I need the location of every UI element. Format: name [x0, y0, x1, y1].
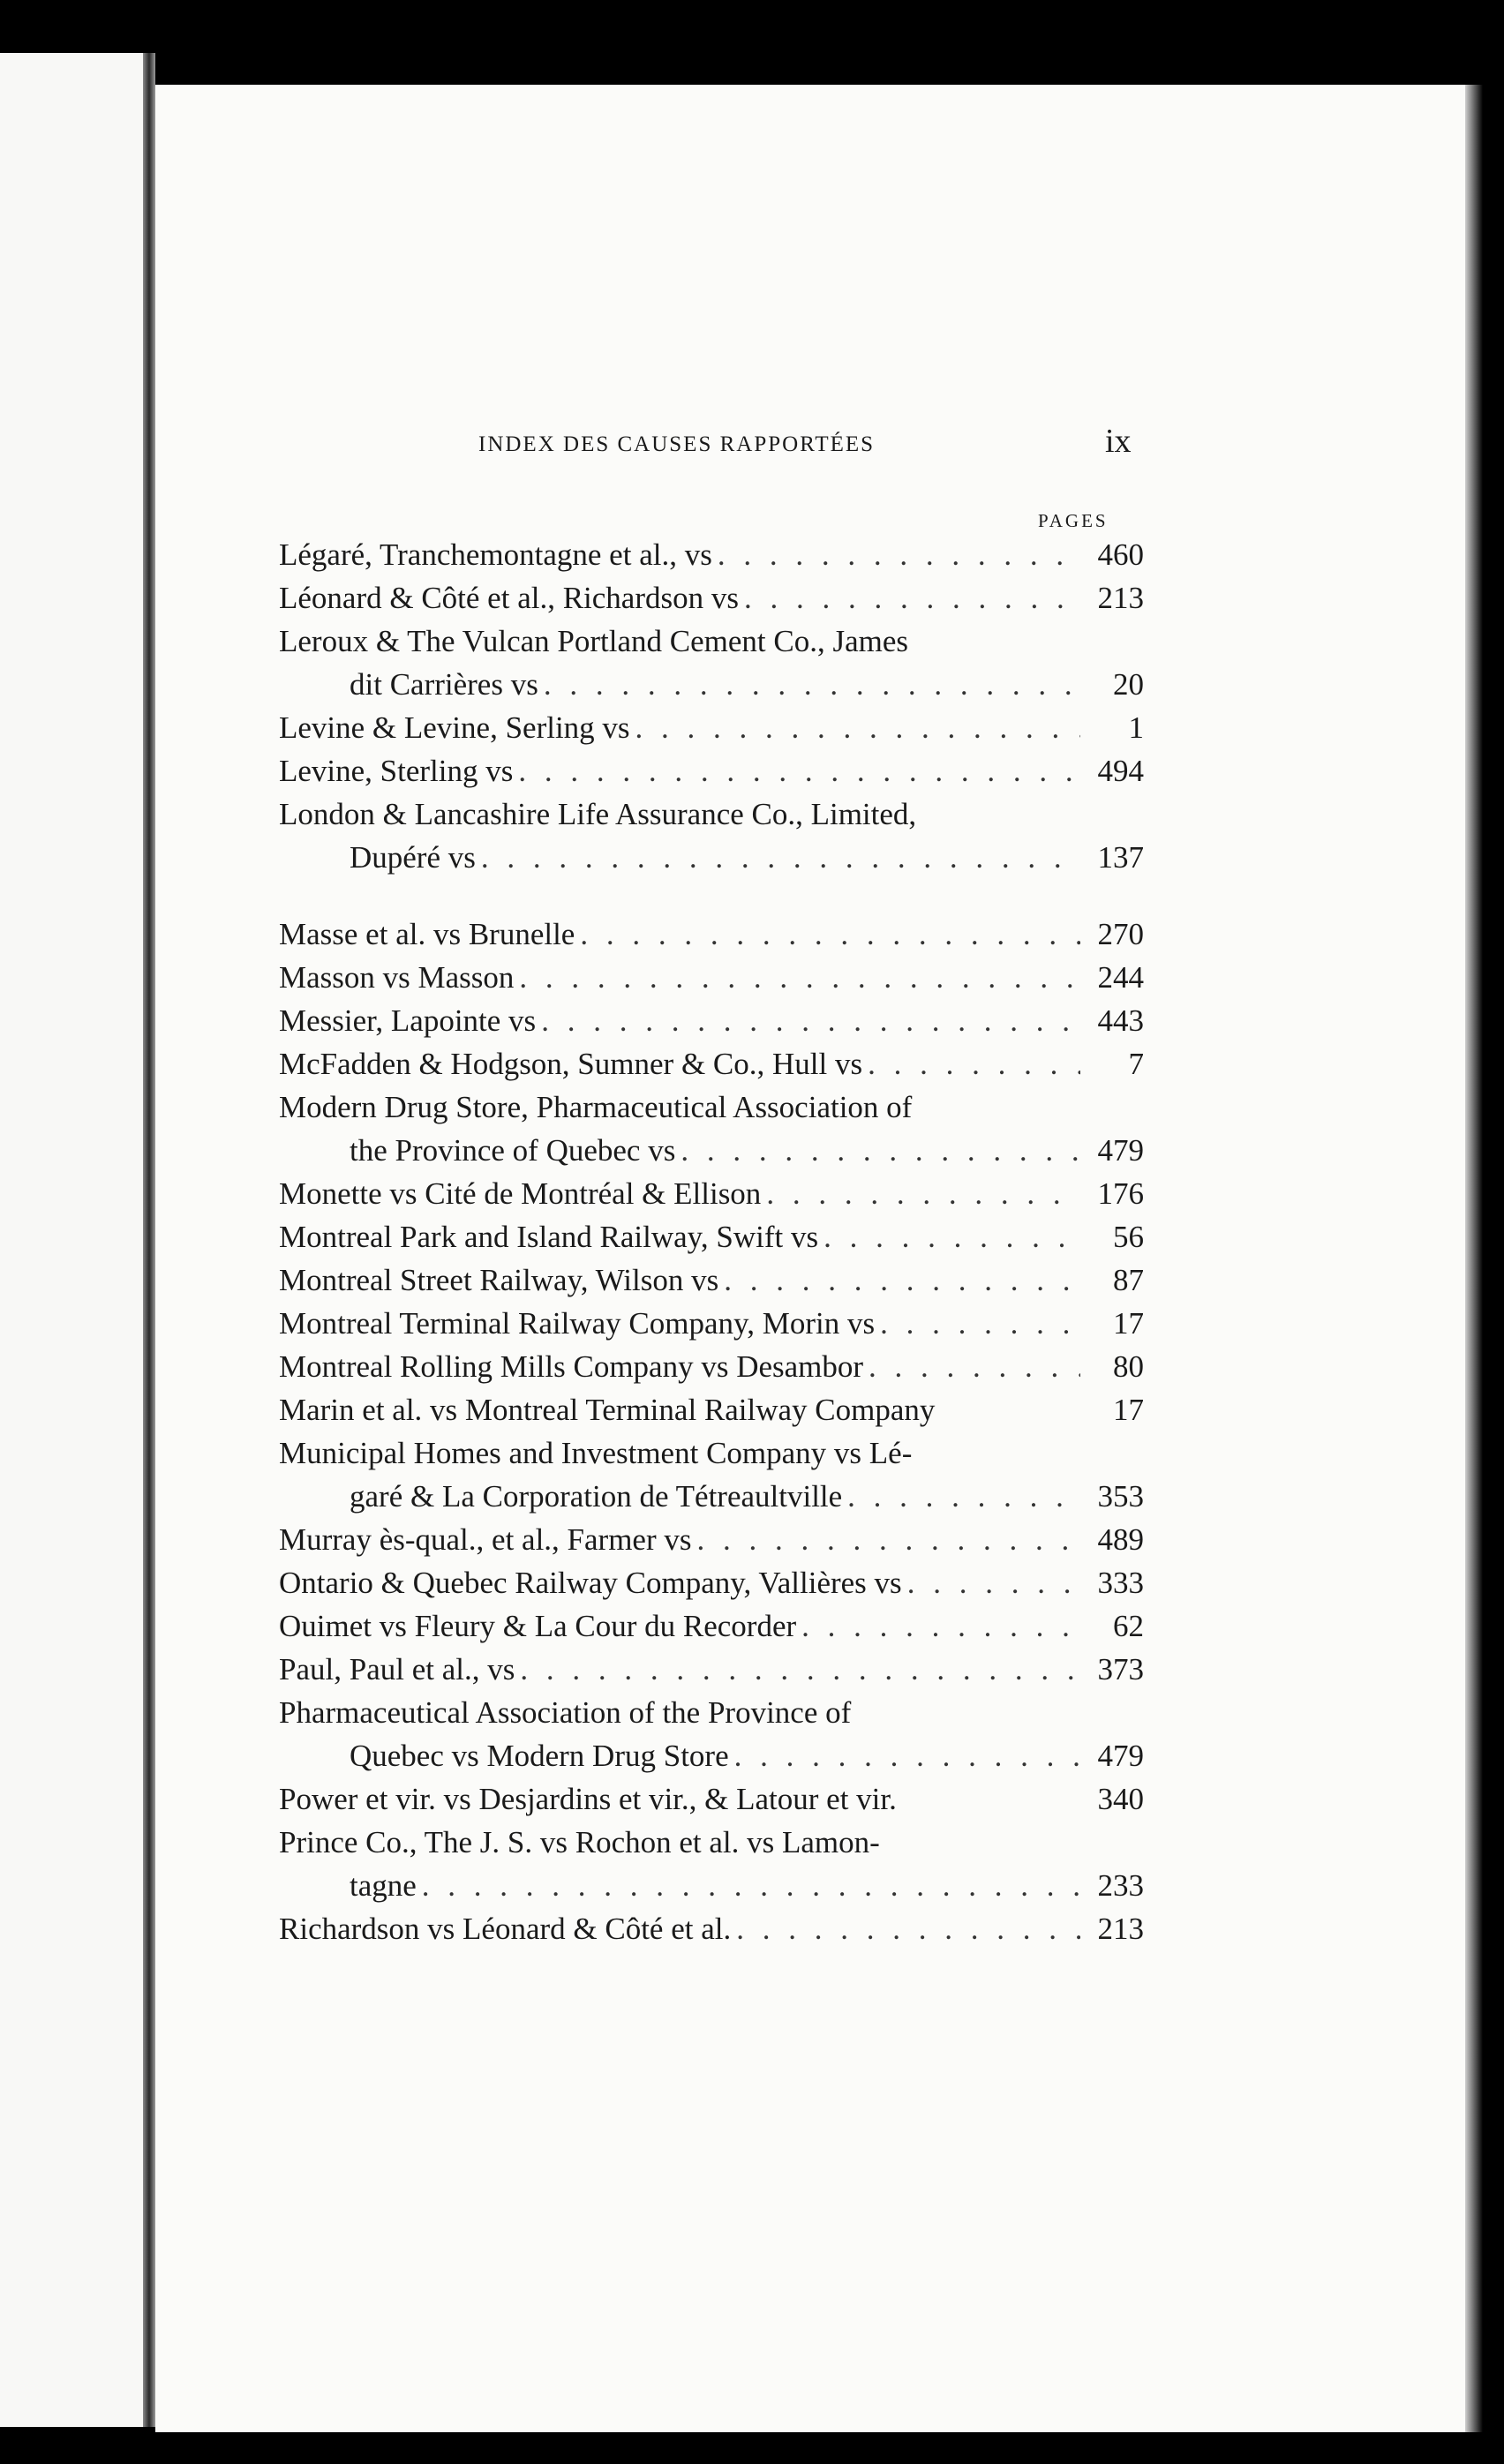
- dot-leader: [736, 1907, 1080, 1950]
- entry-line: [279, 1431, 1144, 1475]
- entry-text: garé & La Corporation de Tétreaultville: [350, 1479, 843, 1514]
- entry-text: Ouimet vs Fleury & La Cour du Recorder: [279, 1609, 797, 1643]
- entry-line: [279, 1345, 1144, 1388]
- entry-line: [279, 576, 1144, 620]
- page-number: 479: [1097, 1133, 1144, 1168]
- entry-line: [279, 956, 1144, 999]
- entry-text: Masse et al. vs Brunelle: [279, 917, 575, 951]
- page-edge-shadow: [1465, 85, 1483, 2432]
- entry-line: [279, 793, 1144, 836]
- page-number: 244: [1097, 960, 1144, 995]
- page-number: 80: [1113, 1349, 1144, 1384]
- index-entry: [279, 620, 1144, 706]
- page-number: 176: [1097, 1176, 1144, 1211]
- entry-continuation-line: [279, 1475, 1144, 1518]
- entry-line: [279, 1302, 1144, 1345]
- entry-text: Richardson vs Léonard & Côté et al.: [279, 1912, 732, 1946]
- index-entry: [279, 1345, 1144, 1388]
- entry-text: London & Lancashire Life Assurance Co., Limited,: [279, 797, 917, 831]
- index-entry: [279, 1604, 1144, 1648]
- entry-line: [279, 1215, 1144, 1258]
- entry-line: [279, 1604, 1144, 1648]
- entry-line: [279, 1172, 1144, 1215]
- index-entry: [279, 913, 1144, 956]
- index-entry: [279, 1821, 1144, 1907]
- entry-continuation-line: [279, 1129, 1144, 1172]
- entry-text: Levine, Sterling vs: [279, 754, 514, 788]
- index-entry: [279, 1691, 1144, 1777]
- entry-text: Messier, Lapointe vs: [279, 1003, 537, 1038]
- dot-leader: [520, 1648, 1080, 1691]
- dot-leader: [681, 1129, 1080, 1172]
- entry-text: tagne: [350, 1868, 417, 1903]
- index-entry: [279, 1907, 1144, 1950]
- section-gap: [279, 879, 1144, 913]
- dot-leader: [744, 576, 1080, 620]
- index-entry: [279, 999, 1144, 1042]
- dot-leader: [823, 1215, 1080, 1258]
- entry-text: Paul, Paul et al., vs: [279, 1652, 515, 1686]
- entry-text: Ontario & Quebec Railway Company, Vallières vs: [279, 1566, 902, 1600]
- dot-leader: [734, 1734, 1080, 1777]
- entry-line: [279, 1258, 1144, 1302]
- dot-leader: [481, 836, 1080, 879]
- dot-leader: [580, 913, 1080, 956]
- entry-line: [279, 1388, 1144, 1431]
- index-entry: [279, 793, 1144, 879]
- index-entry: [279, 956, 1144, 999]
- index-entry: [279, 1172, 1144, 1215]
- dot-leader: [718, 533, 1080, 576]
- entry-line: [279, 1691, 1144, 1734]
- entry-text: Marin et al. vs Montreal Terminal Railway Company: [279, 1393, 936, 1427]
- entry-continuation-line: [279, 1864, 1144, 1907]
- entry-line: [279, 1907, 1144, 1950]
- page-number: 373: [1097, 1652, 1144, 1686]
- dot-leader: [635, 706, 1080, 749]
- index-entry: [279, 1302, 1144, 1345]
- entry-text: the Province of Quebec vs: [350, 1133, 676, 1168]
- page-number: 7: [1128, 1047, 1144, 1081]
- entry-continuation-line: [279, 1734, 1144, 1777]
- entry-text: Léonard & Côté et al., Richardson vs: [279, 581, 739, 615]
- index-entry: [279, 1777, 1144, 1821]
- entry-text: Pharmaceutical Association of the Province of: [279, 1695, 852, 1730]
- index-entry: [279, 1086, 1144, 1172]
- entry-line: [279, 1821, 1144, 1864]
- pages-column-label: PAGES: [1038, 510, 1109, 531]
- entry-line: [279, 1042, 1144, 1086]
- page-number: 56: [1113, 1220, 1144, 1254]
- dot-leader: [541, 999, 1080, 1042]
- index-entry: [279, 576, 1144, 620]
- index-entry: [279, 1648, 1144, 1691]
- book-gutter: [143, 53, 155, 2427]
- entry-text: Montreal Street Railway, Wilson vs: [279, 1263, 719, 1297]
- entry-text: McFadden & Hodgson, Sumner & Co., Hull vs: [279, 1047, 863, 1081]
- index-entry: [279, 1561, 1144, 1604]
- entry-line: [279, 1777, 1144, 1821]
- page-number: 213: [1097, 581, 1144, 615]
- entry-continuation-line: [279, 836, 1144, 879]
- entry-continuation-line: [279, 663, 1144, 706]
- page-number: 333: [1097, 1566, 1144, 1600]
- page-number: 353: [1097, 1479, 1144, 1514]
- page-number: 233: [1097, 1868, 1144, 1903]
- entry-text: Montreal Park and Island Railway, Swift vs: [279, 1220, 819, 1254]
- entry-text: Montreal Terminal Railway Company, Morin vs: [279, 1306, 876, 1341]
- index-entry: [279, 1258, 1144, 1302]
- facing-page-edge: [0, 53, 148, 2427]
- page-number: 270: [1097, 917, 1144, 951]
- page-number: 489: [1097, 1522, 1144, 1557]
- entry-text: Levine & Levine, Serling vs: [279, 710, 630, 745]
- entry-text: Dupéré vs: [350, 840, 476, 875]
- dot-leader: [907, 1561, 1080, 1604]
- page-number: 137: [1097, 840, 1144, 875]
- entry-text: Power et vir. vs Desjardins et vir., & Latour et vir.: [279, 1782, 897, 1816]
- entry-text: Quebec vs Modern Drug Store: [350, 1739, 729, 1773]
- entry-line: [279, 749, 1144, 793]
- entry-line: [279, 1086, 1144, 1129]
- entry-text: Murray ès-qual., et al., Farmer vs: [279, 1522, 692, 1557]
- page-number: 479: [1097, 1739, 1144, 1773]
- index-entry: [279, 706, 1144, 749]
- entry-text: Leroux & The Vulcan Portland Cement Co., James: [279, 624, 909, 658]
- page-number: 17: [1113, 1306, 1144, 1341]
- entry-text: Masson vs Masson: [279, 960, 515, 995]
- entry-text: dit Carrières vs: [350, 667, 538, 702]
- dot-leader: [801, 1604, 1080, 1648]
- folio-number: ix: [1105, 423, 1132, 460]
- index-entry: [279, 1388, 1144, 1431]
- index-entry: [279, 1042, 1144, 1086]
- entry-line: [279, 620, 1144, 663]
- entry-text: Modern Drug Store, Pharmaceutical Association of: [279, 1090, 913, 1124]
- index-entry: [279, 749, 1144, 793]
- entry-text: Prince Co., The J. S. vs Rochon et al. vs Lamon-: [279, 1825, 880, 1859]
- dot-leader: [868, 1042, 1080, 1086]
- running-title: INDEX DES CAUSES RAPPORTÉES: [478, 432, 876, 456]
- dot-leader: [518, 749, 1080, 793]
- dot-leader: [724, 1258, 1080, 1302]
- dot-leader: [422, 1864, 1080, 1907]
- page-number: 1: [1128, 710, 1144, 745]
- page-number: 213: [1097, 1912, 1144, 1946]
- entry-line: [279, 706, 1144, 749]
- entry-text: Légaré, Tranchemontagne et al., vs: [279, 537, 712, 572]
- page-number: 443: [1097, 1003, 1144, 1038]
- index-entry: [279, 533, 1144, 576]
- index-entry: [279, 1518, 1144, 1561]
- page-number: 460: [1097, 537, 1144, 572]
- index-list: [279, 533, 1144, 1950]
- page-number: 87: [1113, 1263, 1144, 1297]
- page-number: 62: [1113, 1609, 1144, 1643]
- entry-line: [279, 1518, 1144, 1561]
- entry-line: [279, 1648, 1144, 1691]
- entry-line: [279, 1561, 1144, 1604]
- dot-leader: [519, 956, 1080, 999]
- entry-text: Municipal Homes and Investment Company vs Lé-: [279, 1436, 913, 1470]
- index-entry: [279, 1215, 1144, 1258]
- dot-leader: [880, 1302, 1080, 1345]
- page-number: 494: [1097, 754, 1144, 788]
- entry-text: Montreal Rolling Mills Company vs Desambor: [279, 1349, 864, 1384]
- index-entry: [279, 1431, 1144, 1518]
- dot-leader: [697, 1518, 1081, 1561]
- dot-leader: [847, 1475, 1080, 1518]
- dot-leader: [766, 1172, 1080, 1215]
- page-number: 20: [1113, 667, 1144, 702]
- dot-leader: [544, 663, 1080, 706]
- entry-line: [279, 913, 1144, 956]
- dot-leader: [869, 1345, 1080, 1388]
- entry-text: Monette vs Cité de Montréal & Ellison: [279, 1176, 762, 1211]
- entry-line: [279, 533, 1144, 576]
- entry-line: [279, 999, 1144, 1042]
- page-number: 340: [1097, 1782, 1144, 1816]
- page-number: 17: [1113, 1393, 1144, 1427]
